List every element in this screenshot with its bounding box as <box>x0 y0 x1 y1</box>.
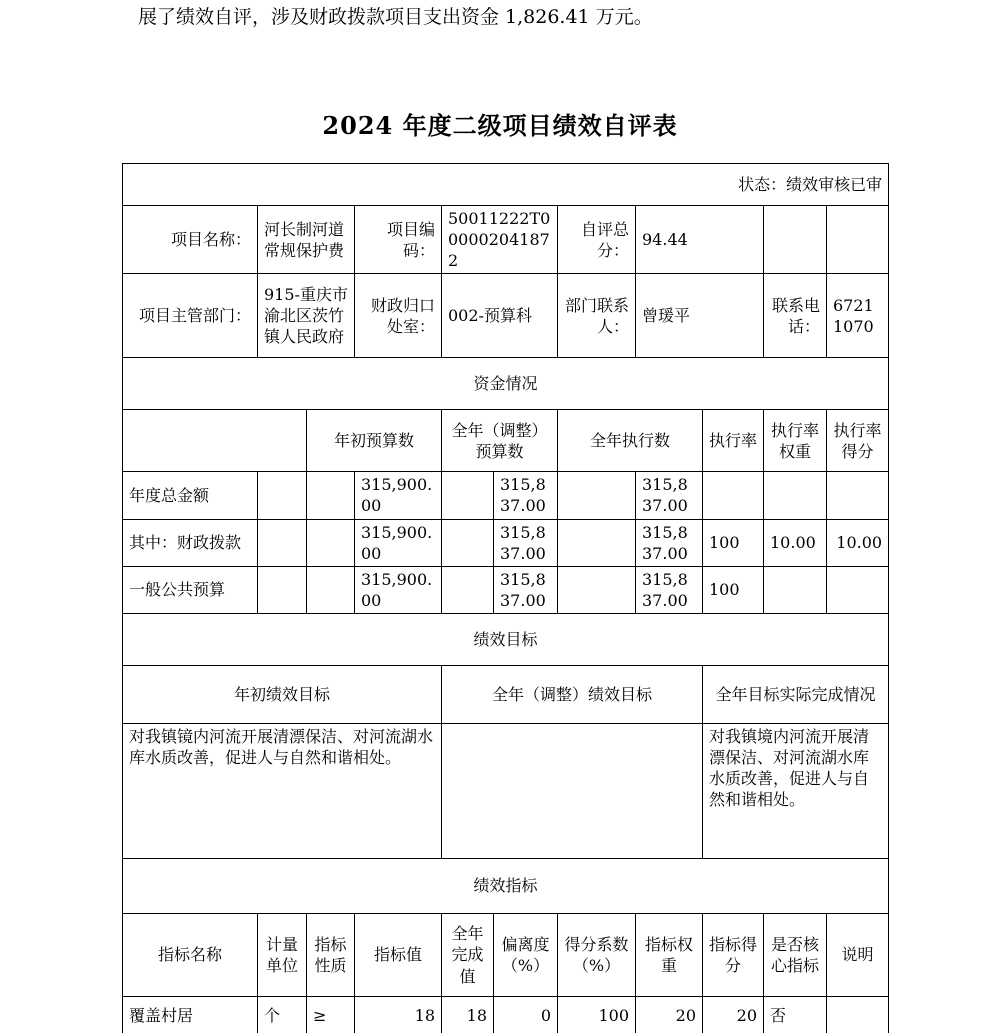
finance-office-label: 财政归口处室： <box>355 274 442 358</box>
empty-cell <box>258 472 307 519</box>
funding-row-label: 一般公共预算 <box>123 566 258 613</box>
indicator-coefficient-value: 100 <box>558 996 636 1033</box>
page-title: 2024 年度二级项目绩效自评表 <box>322 111 678 140</box>
indicator-note-value <box>827 996 889 1033</box>
funding-weight-value <box>764 472 827 519</box>
funding-rate-value <box>703 472 764 519</box>
funding-row-label: 年度总金额 <box>123 472 258 519</box>
funding-section-title: 资金情况 <box>123 358 889 410</box>
indicator-deviation-value: 0 <box>494 996 558 1033</box>
contact-label: 部门联系人： <box>558 274 636 358</box>
funding-banner-row <box>123 358 889 410</box>
goals-header-row <box>123 665 889 723</box>
indicator-target-value: 18 <box>355 996 442 1033</box>
goals-header-adjusted: 全年（调整）绩效目标 <box>442 665 703 723</box>
indicator-row <box>123 996 889 1033</box>
funding-weight-value: 10.00 <box>764 519 827 566</box>
finance-office-value: 002-预算科 <box>442 274 558 358</box>
empty-cell <box>258 519 307 566</box>
indicator-header-name: 指标名称 <box>123 913 258 996</box>
empty-cell <box>442 472 494 519</box>
goals-banner-row <box>123 613 889 665</box>
empty-cell <box>258 566 307 613</box>
project-name-value: 河长制河道常规保护费 <box>258 206 355 274</box>
indicator-score-value: 20 <box>703 996 764 1033</box>
indicator-weight-value: 20 <box>636 996 703 1033</box>
phone-label: 联系电话： <box>764 274 827 358</box>
funding-header-adjusted: 全年（调整）预算数 <box>442 410 558 472</box>
funding-row-total <box>123 472 889 519</box>
dept-value: 915-重庆市渝北区茨竹镇人民政府 <box>258 274 355 358</box>
project-code-value: 50011222T000002041872 <box>442 206 558 274</box>
indicator-header-unit: 计量单位 <box>258 913 307 996</box>
empty-cell <box>558 566 636 613</box>
goals-content-row <box>123 723 889 858</box>
funding-adjusted-value: 315,837.00 <box>494 472 558 519</box>
self-score-value: 94.44 <box>636 206 764 274</box>
actual-completion-value: 对我镇境内河流开展清漂保洁、对河流湖水库水质改善，促进人与自然和谐相处。 <box>703 723 889 858</box>
contact-value: 曾瑗平 <box>636 274 764 358</box>
funding-header-rate-weight: 执行率权重 <box>764 410 827 472</box>
empty-cell <box>307 566 355 613</box>
funding-row-label: 其中：财政拨款 <box>123 519 258 566</box>
adjusted-goal-value <box>442 723 703 858</box>
indicator-header-target: 指标值 <box>355 913 442 996</box>
dept-label: 项目主管部门： <box>123 274 258 358</box>
funding-initial-value: 315,900.00 <box>355 519 442 566</box>
empty-cell <box>827 206 889 274</box>
empty-cell <box>123 410 307 472</box>
funding-header-rate: 执行率 <box>703 410 764 472</box>
indicator-unit-value: 个 <box>258 996 307 1033</box>
indicator-header-nature: 指标性质 <box>307 913 355 996</box>
funding-header-row <box>123 410 889 472</box>
funding-rate-value: 100 <box>703 519 764 566</box>
funding-header-executed: 全年执行数 <box>558 410 703 472</box>
indicator-header-score: 指标得分 <box>703 913 764 996</box>
initial-goal-value: 对我镇镜内河流开展清漂保洁、对河流湖水库水质改善，促进人与自然和谐相处。 <box>123 723 442 858</box>
funding-weight-value <box>764 566 827 613</box>
funding-row-public-budget <box>123 566 889 613</box>
funding-adjusted-value: 315,837.00 <box>494 566 558 613</box>
status-row <box>123 164 889 206</box>
empty-cell <box>307 519 355 566</box>
phone-value: 67211070 <box>827 274 889 358</box>
indicator-core-value: 否 <box>764 996 827 1033</box>
indicator-header-note: 说明 <box>827 913 889 996</box>
indicator-name-value: 覆盖村居 <box>123 996 258 1033</box>
empty-cell <box>442 519 494 566</box>
basic-info-row-2 <box>123 274 889 358</box>
indicator-header-core: 是否核心指标 <box>764 913 827 996</box>
intro-paragraph: 展了绩效自评，涉及财政拨款项目支出资金 1,826.41 万元。 <box>138 6 653 28</box>
funding-score-value <box>827 566 889 613</box>
funding-score-value: 10.00 <box>827 519 889 566</box>
project-code-label: 项目编码： <box>355 206 442 274</box>
self-score-label: 自评总分： <box>558 206 636 274</box>
empty-cell <box>558 472 636 519</box>
funding-row-fiscal <box>123 519 889 566</box>
indicator-nature-value: ≥ <box>307 996 355 1033</box>
funding-initial-value: 315,900.00 <box>355 472 442 519</box>
empty-cell <box>442 566 494 613</box>
indicators-section-title: 绩效指标 <box>123 858 889 913</box>
funding-header-rate-score: 执行率得分 <box>827 410 889 472</box>
status-badge: 状态：绩效审核已审 <box>123 164 889 206</box>
indicator-header-coefficient: 得分系数（%） <box>558 913 636 996</box>
goals-header-initial: 年初绩效目标 <box>123 665 442 723</box>
funding-score-value <box>827 472 889 519</box>
project-name-label: 项目名称： <box>123 206 258 274</box>
indicator-completed-value: 18 <box>442 996 494 1033</box>
funding-executed-value: 315,837.00 <box>636 472 703 519</box>
self-evaluation-table <box>122 163 889 1033</box>
funding-rate-value: 100 <box>703 566 764 613</box>
basic-info-row-1 <box>123 206 889 274</box>
indicator-header-deviation: 偏离度（%） <box>494 913 558 996</box>
goals-header-actual: 全年目标实际完成情况 <box>703 665 889 723</box>
funding-header-initial: 年初预算数 <box>307 410 442 472</box>
empty-cell <box>764 206 827 274</box>
funding-adjusted-value: 315,837.00 <box>494 519 558 566</box>
funding-executed-value: 315,837.00 <box>636 566 703 613</box>
indicator-header-weight: 指标权重 <box>636 913 703 996</box>
indicators-header-row <box>123 913 889 996</box>
empty-cell <box>558 519 636 566</box>
funding-executed-value: 315,837.00 <box>636 519 703 566</box>
empty-cell <box>307 472 355 519</box>
indicators-banner-row <box>123 858 889 913</box>
indicator-header-completed: 全年完成值 <box>442 913 494 996</box>
funding-initial-value: 315,900.00 <box>355 566 442 613</box>
goals-section-title: 绩效目标 <box>123 613 889 665</box>
